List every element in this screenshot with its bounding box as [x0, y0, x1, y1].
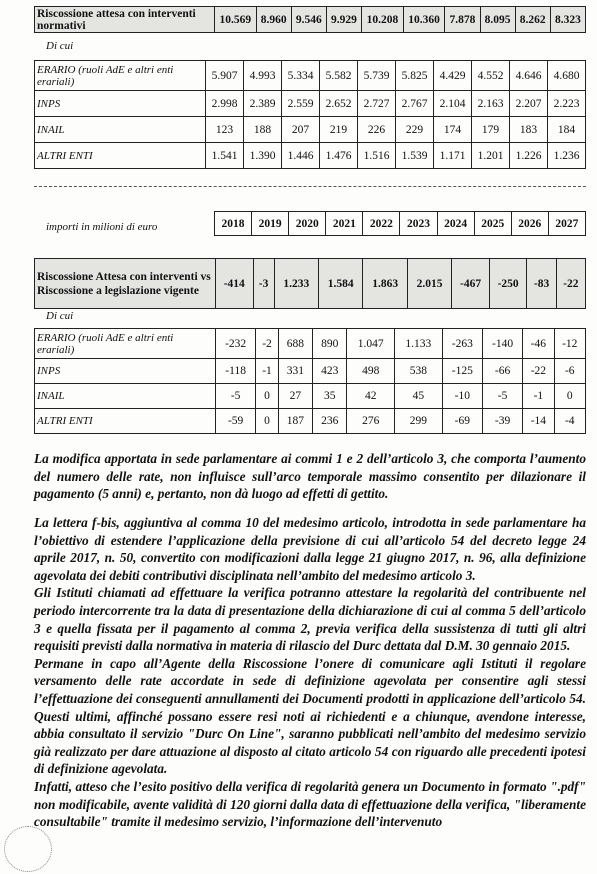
table-cell: 1.047: [347, 329, 395, 359]
table-cell: 2.015: [407, 259, 451, 309]
table-cell: 276: [347, 409, 395, 434]
table-cell: 1.541: [206, 143, 244, 169]
row-label: ALTRI ENTI: [35, 143, 206, 169]
table-cell: -4: [554, 409, 585, 434]
table-cell: 2.652: [320, 91, 358, 117]
table-cell: 207: [282, 117, 320, 143]
table-cell: 2.998: [206, 91, 244, 117]
paragraph: Gli Istituti chiamati ad effettuare la verifica potranno attestare la regolarità del contribuente nel periodo intercorrente tra la data di presentazione della dichiarazione di cui al comma 5 dell’articolo 3 e quella fissata per il pagamento al comma 2, previa verifica della sussistenza di tutti gli altri requisiti previsti dalla normativa in materia di rilascio del Durc dettata dal D.M. 30 gennaio 2015.: [34, 585, 586, 654]
table-cell: -6: [554, 359, 585, 384]
table-row: [35, 384, 586, 409]
row-label: INPS: [35, 359, 216, 384]
table-cell: 229: [396, 117, 434, 143]
years-row: [215, 212, 586, 236]
table-cell: 4.993: [244, 61, 282, 91]
table-cell: -1: [256, 359, 279, 384]
table-cell: 5.825: [396, 61, 434, 91]
table-cell: 498: [347, 359, 395, 384]
table-cell: -263: [442, 329, 482, 359]
table-cell: 236: [313, 409, 347, 434]
table-cell: 27: [278, 384, 312, 409]
table-cell: 1.233: [274, 259, 318, 309]
table-cell: 4.646: [510, 61, 548, 91]
table-cell: 1.226: [510, 143, 548, 169]
table-cell: 8.262: [515, 7, 550, 33]
paragraph: La lettera f-bis, aggiuntiva al comma 10 del medesimo articolo, introdotta in sede parlamentare ha l’obiettivo di estendere l’applicazione della previsione di cui all’articolo 54 del decreto legge 24 aprile 2017, n. 50, convertito con modificazioni dalla legge 21 giugno 2017, n. 96, alla definizione agevolata dei debiti contributivi disciplinata nell’ambito del medesimo articolo 3.: [34, 515, 586, 583]
year-cell: 2022: [363, 212, 400, 236]
row-label: ALTRI ENTI: [35, 409, 216, 434]
row-label: INAIL: [35, 384, 216, 409]
table-cell: -414: [216, 259, 254, 309]
body-text-1: [34, 450, 586, 503]
row-label: ERARIO (ruoli AdE e altri enti erariali): [35, 61, 206, 91]
table-cell: 10.569: [215, 7, 257, 33]
table-cell: 5.907: [206, 61, 244, 91]
year-cell: 2026: [511, 212, 548, 236]
table-cell: 1.171: [434, 143, 472, 169]
year-cell: 2027: [548, 212, 585, 236]
table-cell: 219: [320, 117, 358, 143]
table-cell: 188: [244, 117, 282, 143]
table-cell: 45: [395, 384, 443, 409]
table-1-detail: [34, 60, 586, 169]
table-cell: 0: [554, 384, 585, 409]
year-cell: 2025: [474, 212, 511, 236]
table-cell: 123: [206, 117, 244, 143]
table-cell: 423: [313, 359, 347, 384]
table-cell: 184: [548, 117, 586, 143]
table-cell: 2.163: [472, 91, 510, 117]
table-cell: 187: [278, 409, 312, 434]
table-cell: 5.582: [320, 61, 358, 91]
table-cell: -5: [482, 384, 522, 409]
table-cell: -2: [256, 329, 279, 359]
table-cell: -232: [216, 329, 256, 359]
table-cell: 1.201: [472, 143, 510, 169]
table-cell: 2.207: [510, 91, 548, 117]
table-cell: 5.739: [358, 61, 396, 91]
table-cell: -59: [216, 409, 256, 434]
year-cell: 2019: [252, 212, 289, 236]
table-cell: 1.476: [320, 143, 358, 169]
table-cell: -14: [523, 409, 554, 434]
table-1-header-label: Riscossione attesa con interventi normativi: [35, 7, 215, 33]
table-cell: 2.727: [358, 91, 396, 117]
table-1: [34, 6, 586, 33]
table-cell: 2.559: [282, 91, 320, 117]
table-cell: -46: [523, 329, 554, 359]
table-cell: 5.334: [282, 61, 320, 91]
table-cell: 331: [278, 359, 312, 384]
year-cell: 2024: [437, 212, 474, 236]
table-2-caption: importi in milioni di euro: [46, 221, 158, 233]
table-cell: 4.429: [434, 61, 472, 91]
table-cell: 2.104: [434, 91, 472, 117]
paragraph: Permane in capo all’Agente della Riscossione l’onere di comunicare agli Istituti il regolare versamento delle rate accordate in sede di definizione agevolata per consentire agli stessi l’effettuazione dei conseguenti annullamenti dei Documenti prodotti in applicazione dell’articolo 54. Questi ultimi, affinché possano essere resi noti ai richiedenti e a chiunque, avendone interesse, abbia consultato il servizio "Durc On Line", saranno pubblicati nell’ambito del medesimo servizio già realizzato per dare attuazione al disposto al citato articolo 54 con riguardo alle precedenti ipotesi di definizione agevolata.: [34, 655, 586, 777]
table-1-di-cui: Di cui: [46, 40, 74, 52]
divider: [34, 186, 586, 187]
table-cell: -5: [216, 384, 256, 409]
table-cell: 174: [434, 117, 472, 143]
table-cell: 10.208: [362, 7, 404, 33]
table-cell: 1.390: [244, 143, 282, 169]
table-cell: -1: [523, 384, 554, 409]
table-cell: -250: [489, 259, 527, 309]
paragraph: Infatti, atteso che l’esito positivo della verifica di regolarità genera un Documento in formato ".pdf" non modificabile, avente validità di 120 giorni dalla data di effettuazione della verifica, "liberamente consultabile" tramite il medesimo servizio, l’informazione dell’intervenuto: [34, 778, 586, 830]
table-cell: -66: [482, 359, 522, 384]
table-cell: 2.389: [244, 91, 282, 117]
table-cell: -22: [523, 359, 554, 384]
table-cell: 1.516: [358, 143, 396, 169]
table-cell: 4.680: [548, 61, 586, 91]
stamp-mark: [4, 826, 52, 872]
year-cell: 2023: [400, 212, 437, 236]
table-2-header-label: Riscossione Attesa con interventi vs Riscossione a legislazione vigente: [35, 259, 216, 309]
table-cell: -69: [442, 409, 482, 434]
table-cell: 2.223: [548, 91, 586, 117]
table-cell: 1.133: [395, 329, 443, 359]
table-cell: 0: [256, 409, 279, 434]
table-cell: -118: [216, 359, 256, 384]
table-cell: 7.878: [445, 7, 480, 33]
table-cell: 8.960: [256, 7, 291, 33]
table-cell: 10.360: [403, 7, 445, 33]
table-row: [35, 359, 586, 384]
table-cell: 9.929: [326, 7, 361, 33]
table-cell: -22: [556, 259, 585, 309]
table-cell: -3: [253, 259, 274, 309]
row-label: INAIL: [35, 117, 206, 143]
table-row: [35, 61, 586, 91]
table-cell: 4.552: [472, 61, 510, 91]
table-cell: 35: [313, 384, 347, 409]
table-cell: 1.236: [548, 143, 586, 169]
table-2-detail: [34, 328, 586, 434]
table-cell: 538: [395, 359, 443, 384]
row-label: ERARIO (ruoli AdE e altri enti erariali): [35, 329, 216, 359]
table-2-header-row: [35, 259, 586, 309]
table-cell: -467: [452, 259, 490, 309]
table-2-years: [214, 211, 586, 236]
table-cell: -39: [482, 409, 522, 434]
table-cell: -83: [527, 259, 556, 309]
table-cell: -10: [442, 384, 482, 409]
table-row: [35, 91, 586, 117]
row-label: INPS: [35, 91, 206, 117]
table-cell: -140: [482, 329, 522, 359]
table-cell: 688: [278, 329, 312, 359]
table-row: [35, 117, 586, 143]
year-cell: 2021: [326, 212, 363, 236]
table-cell: 179: [472, 117, 510, 143]
year-cell: 2020: [289, 212, 326, 236]
table-cell: 0: [256, 384, 279, 409]
table-cell: -12: [554, 329, 585, 359]
table-cell: 183: [510, 117, 548, 143]
table-1-header-row: [35, 7, 586, 33]
table-row: [35, 409, 586, 434]
table-2-di-cui: Di cui: [46, 310, 74, 322]
table-2-summary: [34, 258, 586, 309]
table-row: [35, 143, 586, 169]
paragraph: La modifica apportata in sede parlamentare ai commi 1 e 2 dell’articolo 3, che comporta l’aumento del numero delle rate, non influisce sull’arco temporale massimo consentito per dilazionare il pagamento (5 anni) e, pertanto, non dà luogo ad effetti di gettito.: [34, 451, 586, 502]
table-cell: 1.584: [318, 259, 362, 309]
table-cell: 8.095: [480, 7, 515, 33]
table-cell: 1.863: [363, 259, 407, 309]
table-cell: 8.323: [550, 7, 585, 33]
table-cell: 9.546: [291, 7, 326, 33]
table-row: [35, 329, 586, 359]
table-cell: 42: [347, 384, 395, 409]
table-cell: 2.767: [396, 91, 434, 117]
table-cell: 1.446: [282, 143, 320, 169]
year-cell: 2018: [215, 212, 252, 236]
table-cell: -125: [442, 359, 482, 384]
table-cell: 890: [313, 329, 347, 359]
table-cell: 1.539: [396, 143, 434, 169]
table-cell: 226: [358, 117, 396, 143]
body-text-2: [34, 514, 586, 831]
table-cell: 299: [395, 409, 443, 434]
